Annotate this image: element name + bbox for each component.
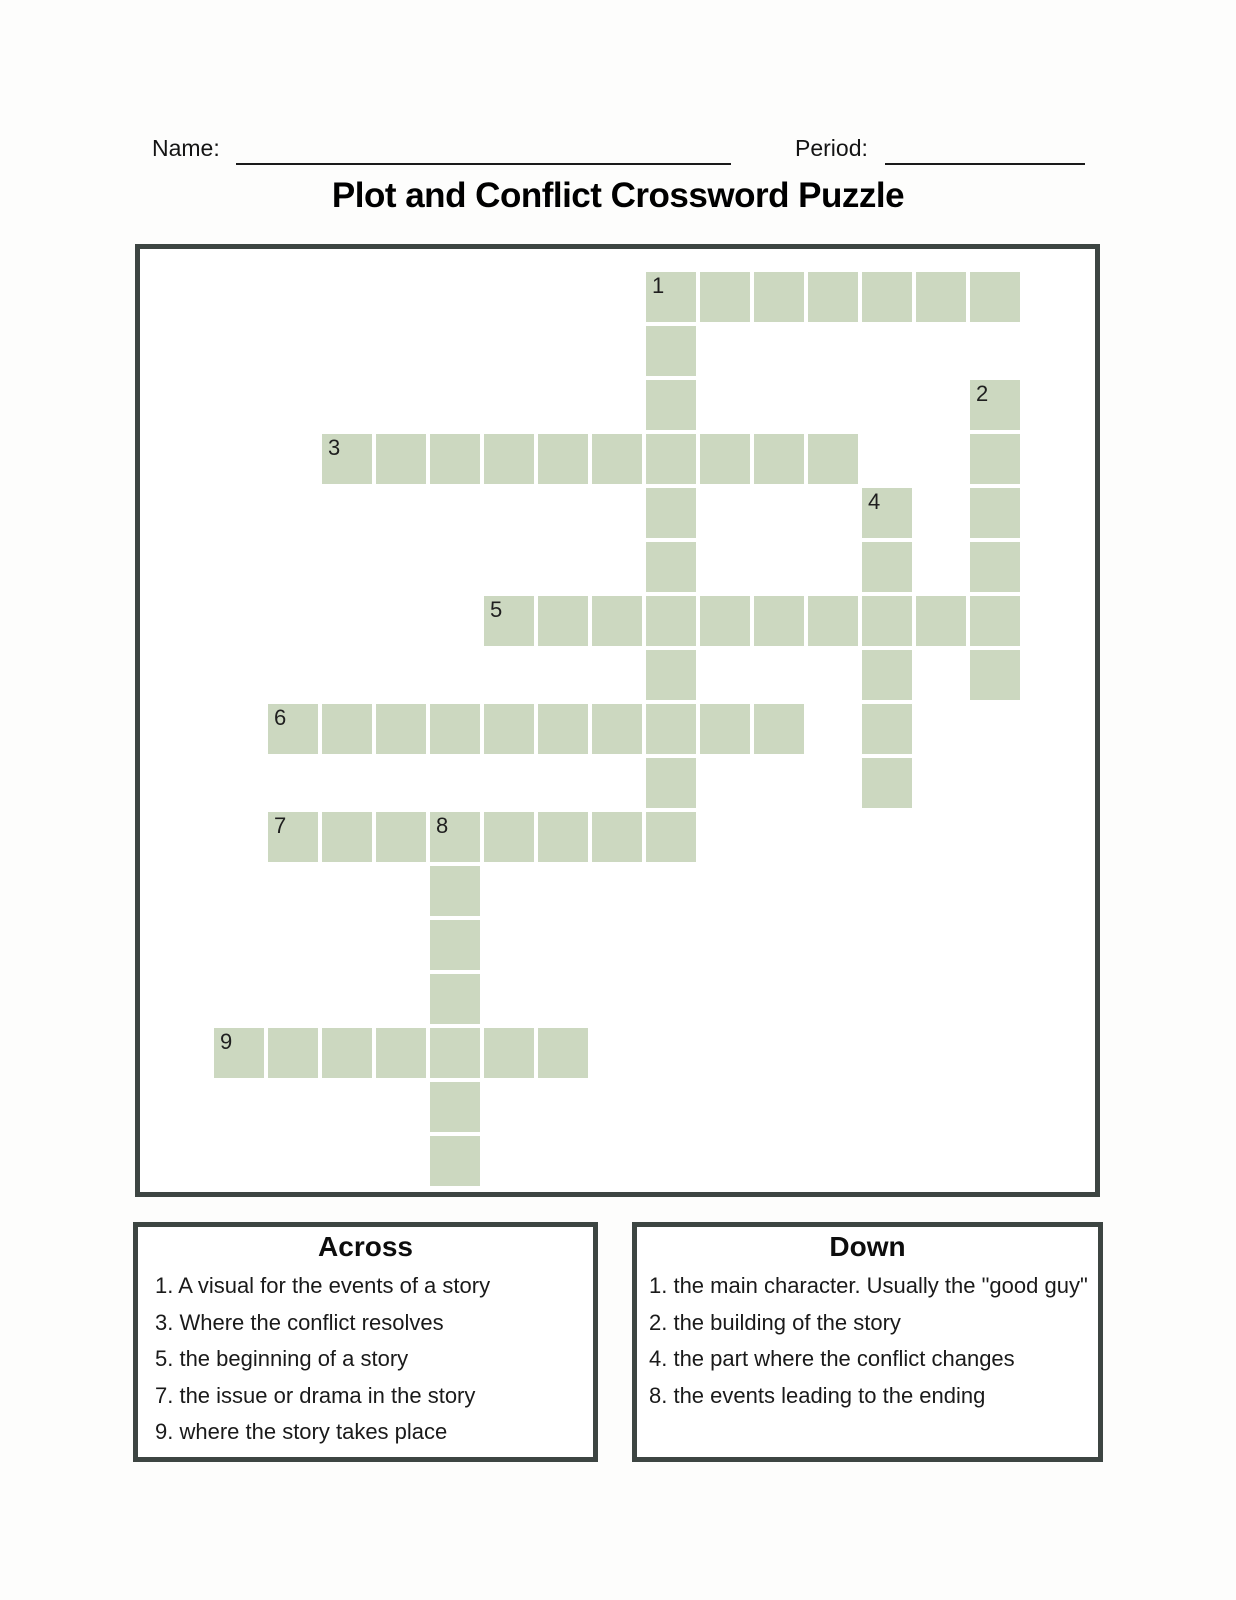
- across-clues-box: [133, 1222, 598, 1462]
- crossword-cell: [484, 704, 534, 754]
- crossword-cell: [862, 488, 912, 538]
- crossword-cell: [430, 1028, 480, 1078]
- crossword-cell: [538, 704, 588, 754]
- crossword-cell: [646, 758, 696, 808]
- cell-number-label: 6: [274, 705, 287, 730]
- crossword-cell: [916, 596, 966, 646]
- across-heading: Across: [318, 1231, 413, 1262]
- crossword-cell: [862, 758, 912, 808]
- down-heading: Down: [829, 1231, 906, 1262]
- crossword-cell: [430, 866, 480, 916]
- period-label: Period:: [795, 135, 868, 161]
- crossword-cell: [376, 812, 426, 862]
- clue-item: 8. the events leading to the ending: [649, 1382, 986, 1408]
- crossword-cell: [862, 704, 912, 754]
- cell-number-label: 3: [328, 435, 341, 460]
- crossword-cell: [592, 812, 642, 862]
- crossword-cell: [214, 1028, 264, 1078]
- name-label: Name:: [152, 135, 220, 161]
- crossword-cell: [538, 812, 588, 862]
- crossword-cell: [592, 704, 642, 754]
- crossword-cell: [430, 1136, 480, 1186]
- crossword-cell: [700, 434, 750, 484]
- cell-number-label: 9: [220, 1029, 233, 1054]
- crossword-cell: [538, 434, 588, 484]
- page-title: Plot and Conflict Crossword Puzzle: [331, 176, 905, 215]
- crossword-cell: [862, 542, 912, 592]
- crossword-cell: [268, 1028, 318, 1078]
- clue-item: 1. the main character. Usually the "good guy": [649, 1273, 1088, 1298]
- cell-number-label: 5: [490, 597, 503, 622]
- crossword-cell: [322, 434, 372, 484]
- crossword-cell: [646, 272, 696, 322]
- crossword-cell: [376, 704, 426, 754]
- crossword-cell: [808, 434, 858, 484]
- crossword-cell: [808, 272, 858, 322]
- crossword-cell: [430, 704, 480, 754]
- crossword-cell: [970, 596, 1020, 646]
- crossword-cell: [646, 488, 696, 538]
- crossword-cell: [862, 596, 912, 646]
- crossword-cell: [646, 650, 696, 700]
- clue-item: 4. the part where the conflict changes: [649, 1346, 1015, 1371]
- clue-item: 3. Where the conflict resolves: [155, 1309, 444, 1335]
- crossword-cell: [430, 1082, 480, 1132]
- clue-item: 5. the beginning of a story: [155, 1346, 409, 1371]
- crossword-cell: [646, 596, 696, 646]
- crossword-cell: [862, 272, 912, 322]
- crossword-cell: [808, 596, 858, 646]
- crossword-cell: [268, 812, 318, 862]
- down-clue-list: [637, 1268, 1098, 1414]
- crossword-cell: [754, 434, 804, 484]
- crossword-cell: [430, 434, 480, 484]
- crossword-cell: [430, 974, 480, 1024]
- crossword-cell: [754, 596, 804, 646]
- crossword-cell: [970, 272, 1020, 322]
- crossword-cell: [754, 272, 804, 322]
- crossword-cell: [322, 1028, 372, 1078]
- crossword-cell: [646, 812, 696, 862]
- clue-item: 1. A visual for the events of a story: [155, 1273, 491, 1298]
- crossword-cell: [862, 650, 912, 700]
- cell-number-label: 8: [436, 813, 449, 838]
- crossword-cell: [754, 704, 804, 754]
- crossword-cell: [970, 542, 1020, 592]
- crossword-cell: [970, 488, 1020, 538]
- period-underline: [885, 163, 1085, 165]
- crossword-cell: [646, 542, 696, 592]
- crossword-cell: [646, 434, 696, 484]
- crossword-cell: [970, 380, 1020, 430]
- crossword-cell: [538, 596, 588, 646]
- crossword-cell: [646, 326, 696, 376]
- cell-number-label: 4: [868, 489, 881, 514]
- clue-item: 9. where the story takes place: [155, 1419, 448, 1444]
- crossword-cell: [376, 434, 426, 484]
- clue-item: 2. the building of the story: [649, 1309, 901, 1335]
- crossword-cell: [322, 812, 372, 862]
- crossword-cell: [430, 812, 480, 862]
- crossword-cell: [484, 596, 534, 646]
- crossword-cell: [646, 380, 696, 430]
- crossword-cell: [484, 1028, 534, 1078]
- name-underline: [236, 163, 731, 165]
- cell-number-label: 2: [976, 381, 989, 406]
- crossword-cell: [700, 272, 750, 322]
- down-clues-box: [632, 1222, 1103, 1462]
- crossword-cell: [376, 1028, 426, 1078]
- cell-number-label: 1: [652, 273, 665, 298]
- crossword-cell: [592, 434, 642, 484]
- clue-item: 7. the issue or drama in the story: [155, 1382, 476, 1408]
- crossword-cell: [646, 704, 696, 754]
- crossword-cell: [592, 596, 642, 646]
- crossword-cell: [484, 812, 534, 862]
- crossword-cell: [322, 704, 372, 754]
- crossword-cell: [970, 434, 1020, 484]
- crossword-cell: [538, 1028, 588, 1078]
- crossword-cell: [430, 920, 480, 970]
- crossword-cell: [484, 434, 534, 484]
- crossword-cell: [700, 596, 750, 646]
- crossword-cell: [700, 704, 750, 754]
- across-clue-list: [138, 1268, 593, 1451]
- crossword-cell: [916, 272, 966, 322]
- crossword-cell: [970, 650, 1020, 700]
- crossword-cell: [268, 704, 318, 754]
- cell-number-label: 7: [274, 813, 287, 838]
